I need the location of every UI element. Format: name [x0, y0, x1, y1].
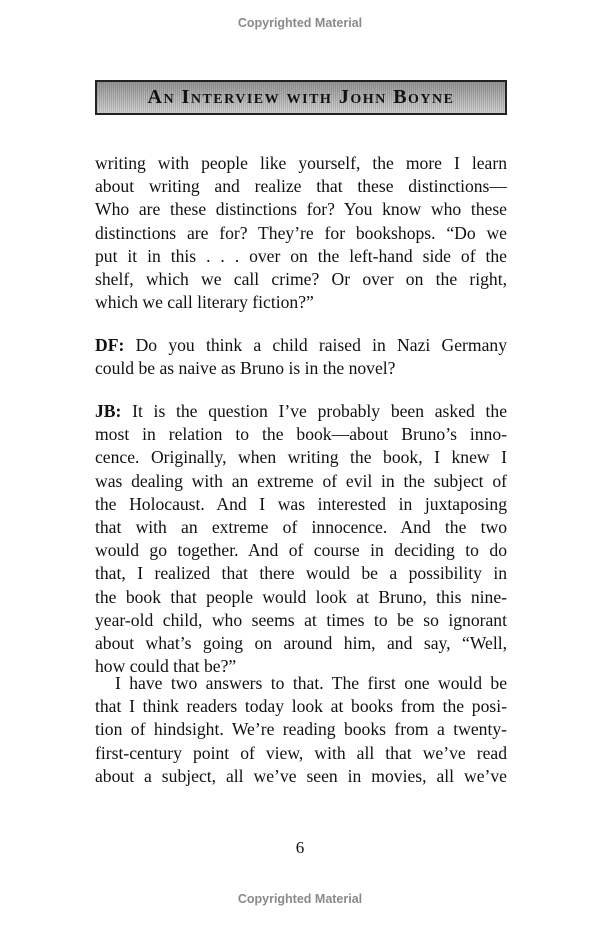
paragraph-question [95, 334, 507, 380]
text-line: I have two answers to that. The first one would be [115, 673, 507, 693]
text-line: that I think readers today look at books from the posi- [95, 696, 507, 717]
text-line: the book that people would look at Bruno, this nine- [95, 586, 507, 607]
text-line: most in relation to the book—about Bruno’s inno- [95, 424, 507, 445]
page-number: 6 [295, 838, 305, 857]
text-line: tion of hindsight. We’re reading books from a twenty- [95, 719, 507, 740]
text-line: which we call literary fiction?” [95, 292, 314, 313]
text-line: Do you think a child raised in Nazi Germany [124, 335, 507, 355]
watermark-bottom: Copyrighted Material [237, 892, 363, 906]
paragraph [95, 152, 507, 314]
text-line: first-century point of view, with all that we’ve read [95, 742, 507, 763]
watermark-top: Copyrighted Material [237, 16, 363, 30]
text-line: would go together. And of course in deciding to do [95, 540, 507, 561]
text-line: writing with people like yourself, the more I learn [95, 153, 507, 173]
text-line: shelf, which we call crime? Or over on the right, [95, 269, 507, 290]
text-line: how could that be?” [95, 656, 237, 677]
text-line: put it in this . . . over on the left-hand side of the [95, 245, 507, 266]
text-line: could be as naive as Bruno is in the novel? [95, 358, 396, 379]
text-line: year-old child, who seems at times to be so ignorant [95, 609, 507, 630]
text-line: cence. Originally, when writing the book, I knew I [95, 447, 507, 468]
paragraph-answer [95, 400, 507, 678]
paragraph [95, 672, 507, 788]
text-line: distinctions are for? They’re for bookshops. “Do we [95, 222, 507, 243]
text-line: was dealing with an extreme of evil in the subject of [95, 470, 507, 491]
speaker-label: DF: [95, 335, 125, 355]
text-line: the Holocaust. And I was interested in juxtaposing [95, 493, 507, 514]
text-line: about a subject, all we’ve seen in movies, all we’ve [95, 765, 507, 786]
chapter-header [95, 80, 507, 115]
text-line: about writing and realize that these distinctions— [95, 176, 507, 197]
text-line: about what’s going on around him, and say, “Well, [95, 633, 507, 654]
text-line: Who are these distinctions for? You know who these [95, 199, 507, 220]
speaker-label: JB: [95, 401, 122, 421]
text-line: that with an extreme of innocence. And the two [95, 517, 507, 538]
chapter-title: An Interview with John Boyne [147, 86, 455, 108]
text-line: It is the question I’ve probably been asked the [121, 401, 507, 421]
text-line: that, I realized that there would be a possibility in [95, 563, 507, 584]
